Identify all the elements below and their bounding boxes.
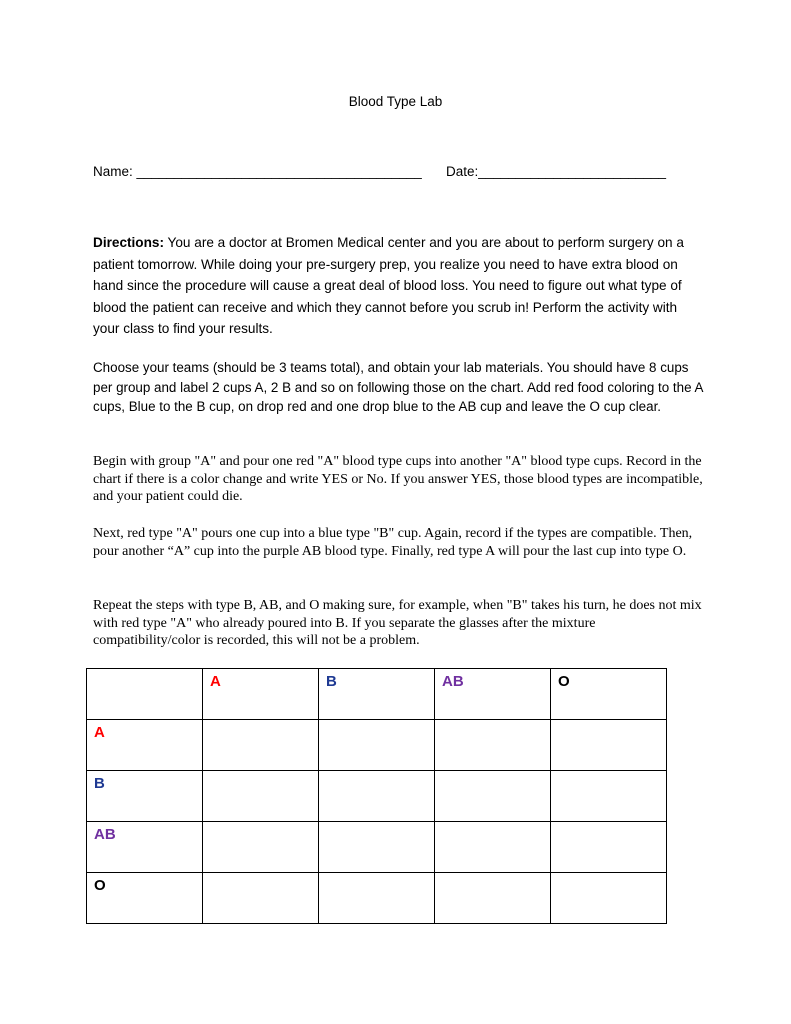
chart-row (87, 771, 667, 822)
chart-row (87, 720, 667, 771)
column-header-label: A (210, 673, 221, 690)
chart-row-header (87, 822, 203, 873)
chart-row (87, 822, 667, 873)
chart-answer-cell[interactable] (435, 720, 551, 771)
chart-answer-cell[interactable] (319, 771, 435, 822)
chart-answer-cell[interactable] (435, 873, 551, 924)
directions-paragraph (93, 232, 705, 340)
chart-answer-cell[interactable] (551, 720, 667, 771)
chart-answer-cell[interactable] (319, 873, 435, 924)
name-field-line: Name: ______________________________________ (93, 164, 422, 179)
step-next-paragraph: Next, red type "A" pours one cup into a blue type "B" cup. Again, record if the types are compatible. Then, pour another “A” cup into the purple AB blood type. Finally, red type A will pour the last cup into type O. (93, 526, 693, 559)
chart-column-header (203, 669, 319, 720)
row-header-label: A (94, 724, 105, 741)
chart-answer-cell[interactable] (435, 771, 551, 822)
directions-text: You are a doctor at Bromen Medical center and you are about to perform surgery on a patient tomorrow. While doing your pre-surgery prep, you realize you need to have extra blood on hand since the procedure will cause a great deal of blood loss. You need to figure out what type of blood the patient can receive and which they cannot before you scrub in! Perform the activity with your class to find your results. (93, 235, 684, 337)
compatibility-chart (86, 668, 667, 924)
chart-answer-cell[interactable] (551, 771, 667, 822)
chart-column-header (435, 669, 551, 720)
page-title: Blood Type Lab (348, 94, 443, 109)
column-header-label: AB (442, 673, 464, 690)
column-header-label: B (326, 673, 337, 690)
chart-answer-cell[interactable] (319, 720, 435, 771)
directions-label: Directions: (93, 235, 165, 250)
chart-answer-cell[interactable] (551, 873, 667, 924)
step-begin-paragraph: Begin with group "A" and pour one red "A" blood type cups into another "A" blood type cups. Record in the chart if there is a color change and write YES or No. If you answer YES, those blood types are incompatible, and your patient could die. (93, 454, 703, 505)
chart-column-header (551, 669, 667, 720)
chart-corner-cell (87, 669, 203, 720)
chart-row-header (87, 720, 203, 771)
chart-answer-cell[interactable] (551, 822, 667, 873)
chart-answer-cell[interactable] (319, 822, 435, 873)
row-header-label: AB (94, 826, 116, 843)
row-header-label: B (94, 775, 105, 792)
column-header-label: O (558, 673, 570, 690)
materials-paragraph: Choose your teams (should be 3 teams total), and obtain your lab materials. You should have 8 cups per group and label 2 cups A, 2 B and so on following those on the chart. Add red food coloring to the A cups, Blue to the B cup, on drop red and one drop blue to the AB cup and leave the O cup clear. (93, 360, 703, 414)
chart-answer-cell[interactable] (203, 720, 319, 771)
chart-answer-cell[interactable] (435, 822, 551, 873)
chart-row (87, 873, 667, 924)
chart-answer-cell[interactable] (203, 873, 319, 924)
chart-column-header (319, 669, 435, 720)
chart-answer-cell[interactable] (203, 822, 319, 873)
step-repeat-paragraph: Repeat the steps with type B, AB, and O making sure, for example, when "B" takes his turn, he does not mix with red type "A" who already poured into B. If you separate the glasses after the mixture compatibility/color is recorded, this will not be a problem. (93, 598, 702, 649)
chart-answer-cell[interactable] (203, 771, 319, 822)
date-field-line: Date:_________________________ (446, 164, 666, 179)
chart-header-row (87, 669, 667, 720)
row-header-label: O (94, 877, 106, 894)
chart-row-header (87, 771, 203, 822)
chart-row-header (87, 873, 203, 924)
